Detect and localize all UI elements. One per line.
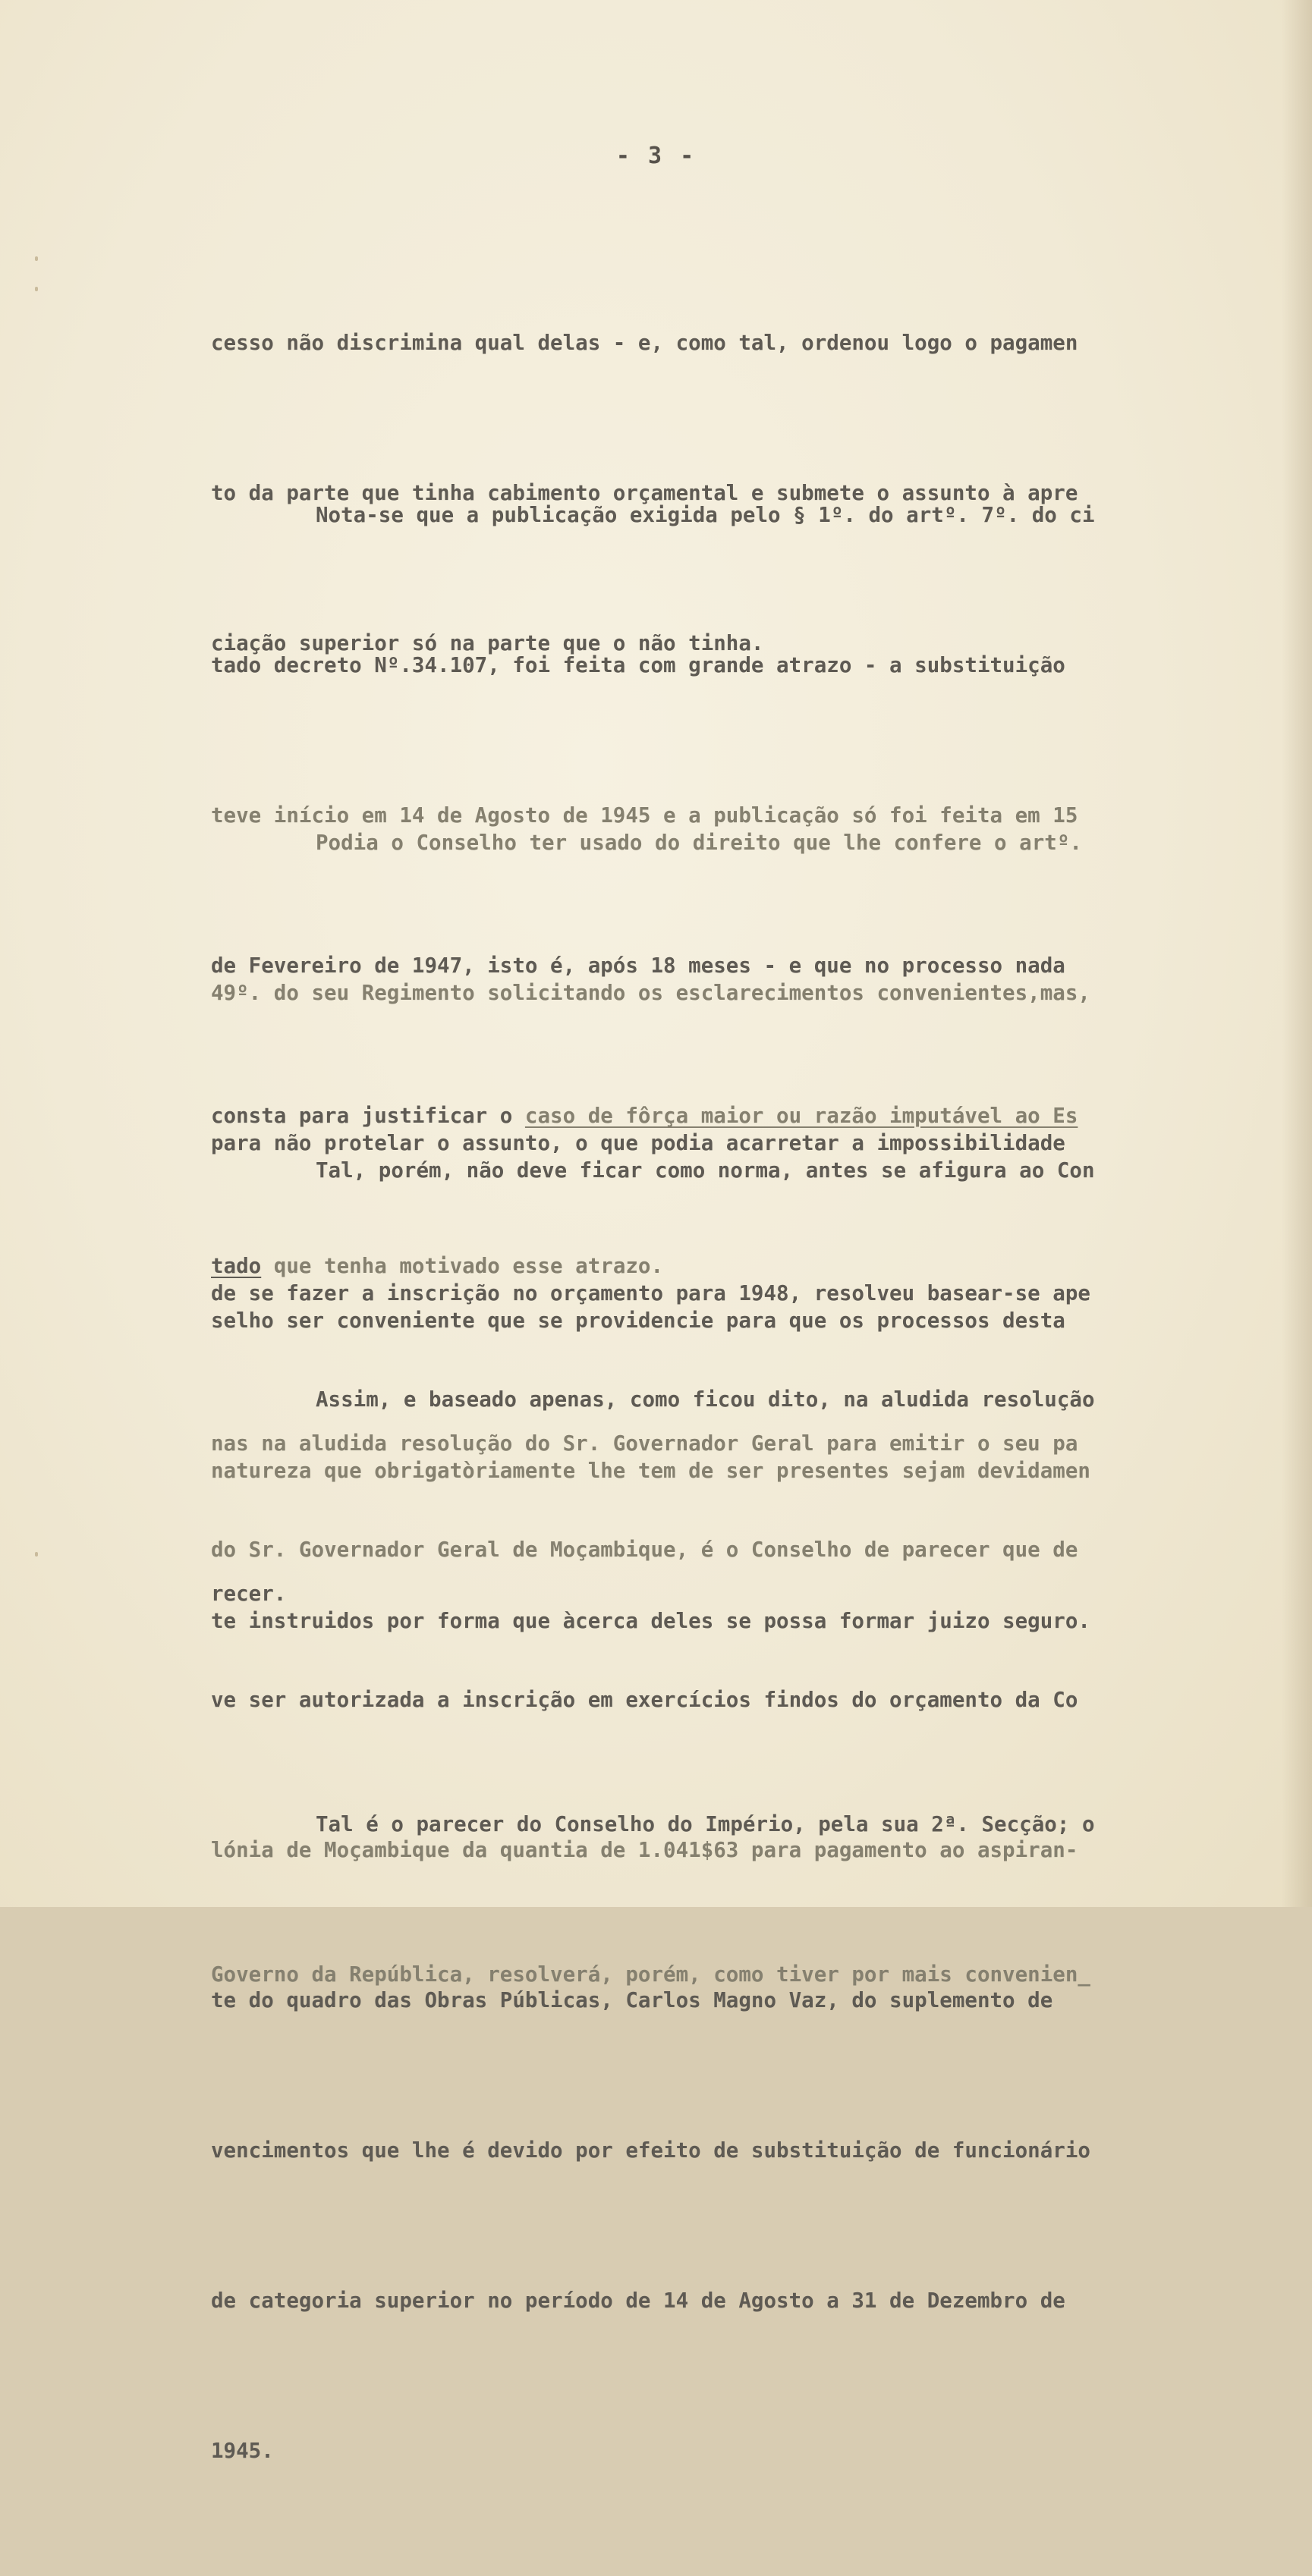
binding-mark: [35, 1552, 38, 1557]
text-line: ciação superior só na parte que o não tinha.: [211, 631, 764, 655]
text-segment: consta para justificar o: [211, 1104, 525, 1128]
text-line: Assim, e baseado apenas, como ficou dito, na aludida resolução: [316, 1387, 1095, 1412]
text-line: de categoria superior no período de 14 de Agosto a 31 de Dezembro de: [211, 2289, 1065, 2313]
text-segment: que tenha motivado esse atrazo.: [261, 1254, 664, 1278]
text-line: para não protelar o assunto, o que podia acarretar a impossibilidade: [211, 1131, 1065, 1155]
text-line: nas na aludida resolução do Sr. Governador Geral para emitir o seu pa: [211, 1431, 1078, 1456]
text-line: te instruidos por forma que àcerca deles se possa formar juizo seguro.: [211, 1609, 1090, 1633]
text-line: Tal é o parecer do Conselho do Império, pela sua 2ª. Secção; o: [316, 1812, 1095, 1836]
text-line: Nota-se que a publicação exigida pelo § 1º. do artº. 7º. do ci: [316, 503, 1095, 527]
text-line: selho ser conveniente que se providencie para que os processos desta: [211, 1308, 1065, 1333]
text-line: te do quadro das Obras Públicas, Carlos Magno Vaz, do suplemento de: [211, 1988, 1053, 2012]
paragraph-6: [211, 1699, 1273, 2100]
text-line: de Fevereiro de 1947, isto é, após 18 meses - e que no processo nada: [211, 953, 1065, 978]
underlined-phrase: tado: [211, 1254, 262, 1278]
text-line: tado decreto Nº.34.107, foi feita com grande atrazo - a substituição: [211, 653, 1065, 677]
binding-mark: [35, 287, 38, 291]
text-line: Podia o Conselho ter usado do direito que lhe confere o artº.: [316, 831, 1082, 855]
binding-mark: [35, 256, 38, 261]
text-line: Tal, porém, não deve ficar como norma, antes se afigura ao Con: [316, 1158, 1095, 1183]
text-line: teve início em 14 de Agosto de 1945 e a publicação só foi feita em 15: [211, 803, 1078, 828]
text-line: cesso não discrimina qual delas - e, como tal, ordenou logo o pagamen: [211, 331, 1078, 355]
text-line: do Sr. Governador Geral de Moçambique, é o Conselho de parecer que de: [211, 1538, 1078, 1562]
text-line: lónia de Moçambique da quantia de 1.041$63 para pagamento ao aspiran-: [211, 1838, 1078, 1862]
text-line: vencimentos que lhe é devido por efeito de substituição de funcionário: [211, 2138, 1090, 2163]
text-line: 49º. do seu Regimento solicitando os esclarecimentos convenientes,mas,: [211, 981, 1090, 1005]
text-line: Governo da República, resolverá, porém, como tiver por mais convenien_: [211, 1962, 1090, 1987]
text-line: 1945.: [211, 2439, 274, 2463]
text-line: de se fazer a inscrição no orçamento para 1948, resolveu basear-se ape: [211, 1281, 1090, 1305]
page-edge-shadow: [1282, 0, 1312, 1907]
text-line: ve ser autorizada a inscrição em exercícios findos do orçamento da Co: [211, 1688, 1078, 1712]
underlined-phrase: caso de fôrça maior ou razão imputável ao Es: [524, 1104, 1078, 1128]
text-line: recer.: [211, 1582, 287, 1606]
text-line: to da parte que tinha cabimento orçamental e submete o assunto à apre: [211, 481, 1078, 505]
page-number: - 3 -: [615, 143, 697, 169]
text-line: natureza que obrigatòriamente lhe tem de ser presentes sejam devidamen: [211, 1459, 1090, 1483]
